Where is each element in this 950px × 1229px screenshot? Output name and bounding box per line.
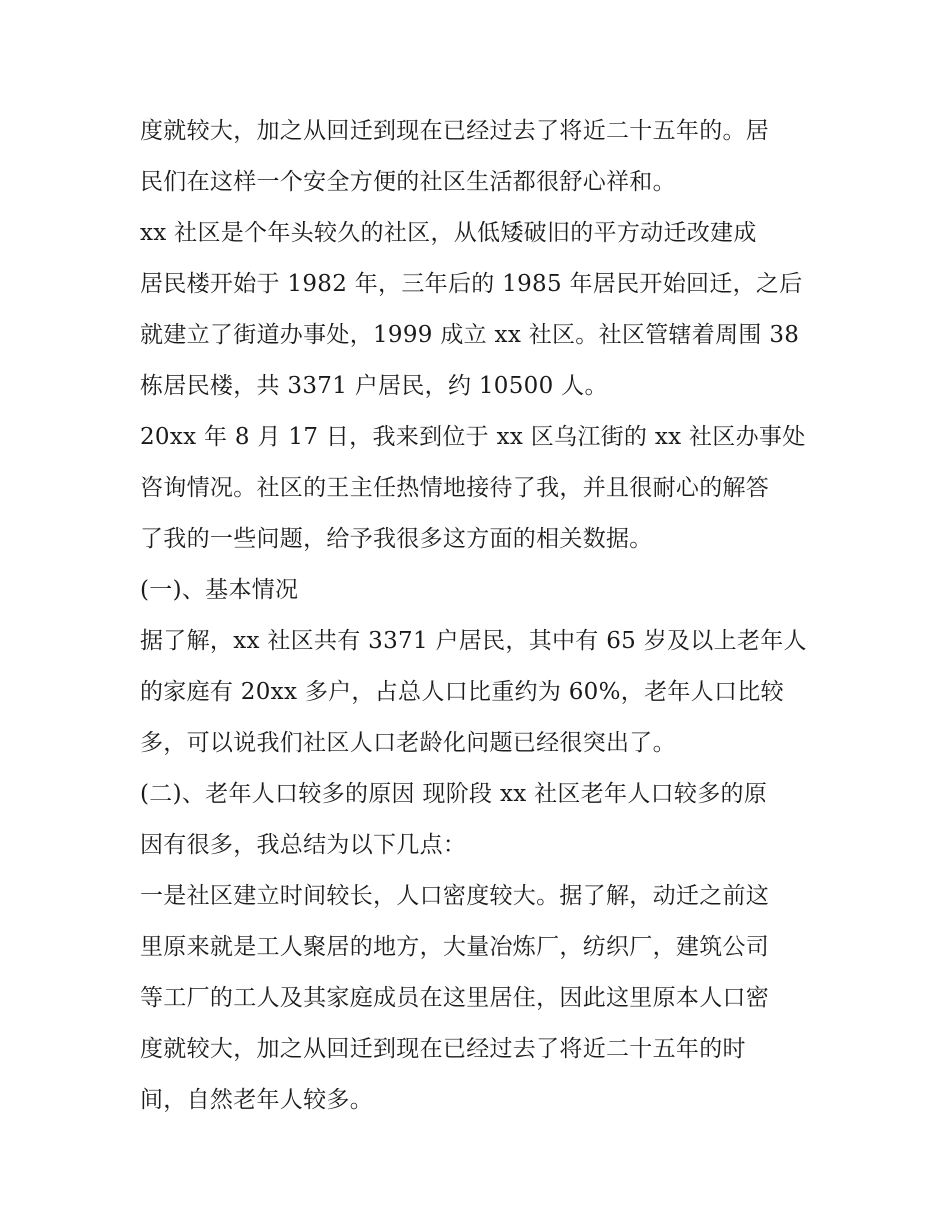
text-line: xx 社区是个年头较久的社区，从低矮破旧的平方动迁改建成	[140, 220, 757, 246]
text-line: 里原来就是工人聚居的地方，大量冶炼厂，纺织厂，建筑公司	[140, 934, 770, 960]
text-line: 咨询情况。社区的王主任热情地接待了我，并且很耐心的解答	[140, 475, 770, 501]
section-heading: (二)、老年人口较多的原因 现阶段 xx 社区老年人口较多的原	[140, 781, 768, 807]
document-body	[140, 106, 820, 1126]
text-line: 度就较大，加之从回迁到现在已经过去了将近二十五年的时	[140, 1036, 746, 1062]
text-line: 居民楼开始于 1982 年，三年后的 1985 年居民开始回迁，之后	[140, 271, 803, 297]
text-line: 等工厂的工人及其家庭成员在这里居住，因此这里原本人口密	[140, 985, 770, 1011]
text-line: 度就较大，加之从回迁到现在已经过去了将近二十五年的。居	[140, 118, 770, 144]
section-heading: (一)、基本情况	[140, 577, 299, 603]
text-line: 的家庭有 20xx 多户，占总人口比重约为 60%，老年人口比较	[140, 679, 784, 705]
text-line: 民们在这样一个安全方便的社区生活都很舒心祥和。	[140, 169, 676, 195]
text-line: 据了解，xx 社区共有 3371 户居民，其中有 65 岁及以上老年人	[140, 628, 807, 654]
text-line: 栋居民楼，共 3371 户居民，约 10500 人。	[140, 373, 608, 399]
text-line: 一是社区建立时间较长，人口密度较大。据了解，动迁之前这	[140, 883, 770, 909]
text-line: 了我的一些问题，给予我很多这方面的相关数据。	[140, 526, 653, 552]
text-line: 就建立了街道办事处，1999 成立 xx 社区。社区管辖着周围 38	[140, 322, 800, 348]
text-line: 间，自然老年人较多。	[140, 1087, 373, 1113]
text-line: 多，可以说我们社区人口老龄化问题已经很突出了。	[140, 730, 676, 756]
text-line: 20xx 年 8 月 17 日，我来到位于 xx 区乌江街的 xx 社区办事处	[140, 424, 806, 450]
text-line: 因有很多，我总结为以下几点：	[140, 832, 467, 858]
